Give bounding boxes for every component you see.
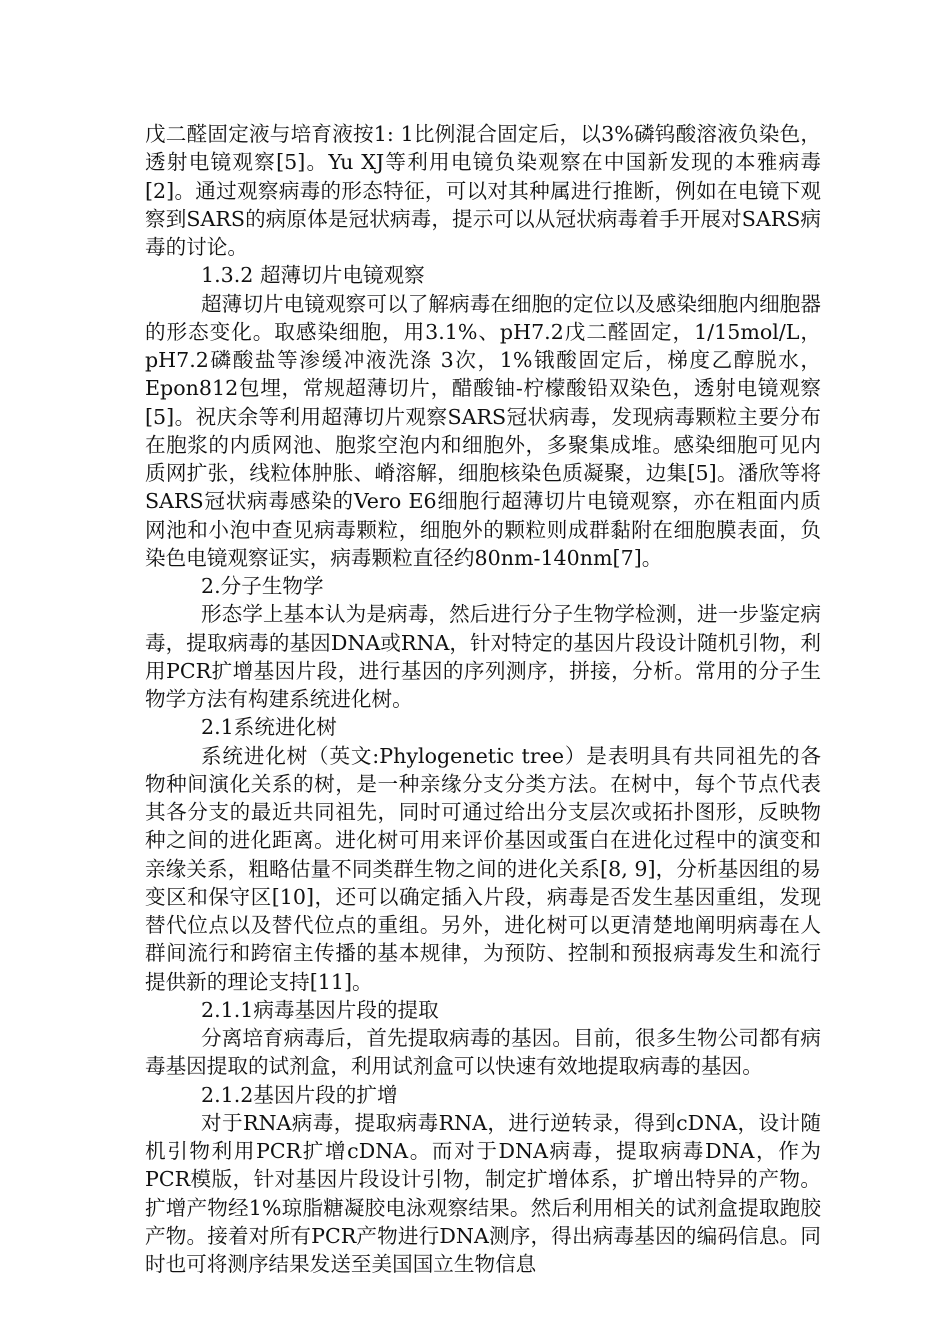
paragraph-molecular-biology: 形态学上基本认为是病毒，然后进行分子生物学检测，进一步鉴定病毒，提取病毒的基因DNA或RNA，针对特定的基因片段设计随机引物，利用PCR扩增基因片段，进行基因的序列测序，拼接，分析。常用的分子生物学方法有构建系统进化树。 — [145, 602, 821, 711]
paragraph-gene-extraction: 分离培育病毒后，首先提取病毒的基因。目前，很多生物公司都有病毒基因提取的试剂盒，利用试剂盒可以快速有效地提取病毒的基因。 — [145, 1026, 821, 1079]
paragraph-phylogenetic-tree: 系统进化树（英文:Phylogenetic tree）是表明具有共同祖先的各物种间演化关系的树，是一种亲缘分支分类方法。在树中，每个节点代表其各分支的最近共同祖先，同时可通过给出分支层次或拓扑图形，反映物种之间的进化距离。进化树可用来评价基因或蛋白在进化过程中的演变和亲缘关系，粗略估量不同类群生物之间的进化关系[8, 9]，分析基因组的易变区和保守区[10]，还可以确定插入片段，病毒是否发生基因重组，发现替代位点以及替代位点的重组。另外，进化树可以更清楚地阐明病毒在人群间流行和跨宿主传播的基本规律，为预防、控制和预报病毒发生和流行提供新的理论支持[11]。 — [145, 743, 821, 994]
section-heading-2-1-1: 2.1.1病毒基因片段的提取 — [201, 997, 439, 1022]
paragraph-negative-staining: 戊二醛固定液与培育液按1: 1比例混合固定后，以3%磷钨酸溶液负染色，透射电镜观察[5]。Yu XJ等利用电镜负染观察在中国新发现的本雅病毒[2]。通过观察病毒的形态特征，可以对其种属进行推断，例如在电镜下观察到SARS的病原体是冠状病毒，提示可以从冠状病毒着手开展对SARS病毒的讨论。 — [145, 122, 821, 259]
document-page — [145, 120, 821, 1278]
paragraph-gene-amplification: 对于RNA病毒，提取病毒RNA，进行逆转录，得到cDNA，设计随机引物利用PCR扩增cDNA。而对于DNA病毒，提取病毒DNA，作为PCR模版，针对基因片段设计引物，制定扩增体系，扩增出特异的产物。扩增产物经1%琼脂糖凝胶电泳观察结果。然后利用相关的试剂盒提取跑胶产物。接着对所有PCR产物进行DNA测序，得出病毒基因的编码信息。同时也可将测序结果发送至美国国立生物信息 — [145, 1110, 821, 1276]
section-heading-2-1-2: 2.1.2基因片段的扩增 — [201, 1082, 398, 1107]
section-heading-2: 2.分子生物学 — [201, 574, 324, 598]
paragraph-ultrathin-section: 超薄切片电镜观察可以了解病毒在细胞的定位以及感染细胞内细胞器的形态变化。取感染细胞，用3.1%、pH7.2戊二醛固定，1/15mol/L，pH7.2磷酸盐等渗缓冲液洗涤 3次，1%锇酸固定后，梯度乙醇脱水，Epon812包埋，常规超薄切片，醋酸铀-柠檬酸铅双染色，透射电镜观察[5]。祝庆余等利用超薄切片观察SARS冠状病毒，发现病毒颗粒主要分布在胞浆的内质网池、胞浆空泡内和细胞外，多聚集成堆。感染细胞可见内质网扩张，线粒体肿胀、嵴溶解，细胞核染色质凝聚，边集[5]。潘欣等将SARS冠状病毒感染的Vero E6细胞行超薄切片电镜观察，亦在粗面内质网池和小泡中查见病毒颗粒，细胞外的颗粒则成群黏附在细胞膜表面，负染色电镜观察证实，病毒颗粒直径约80nm-140nm[7]。 — [145, 291, 821, 570]
section-heading-2-1: 2.1系统进化树 — [201, 715, 337, 740]
section-heading-1-3-2: 1.3.2 超薄切片电镜观察 — [201, 263, 425, 288]
